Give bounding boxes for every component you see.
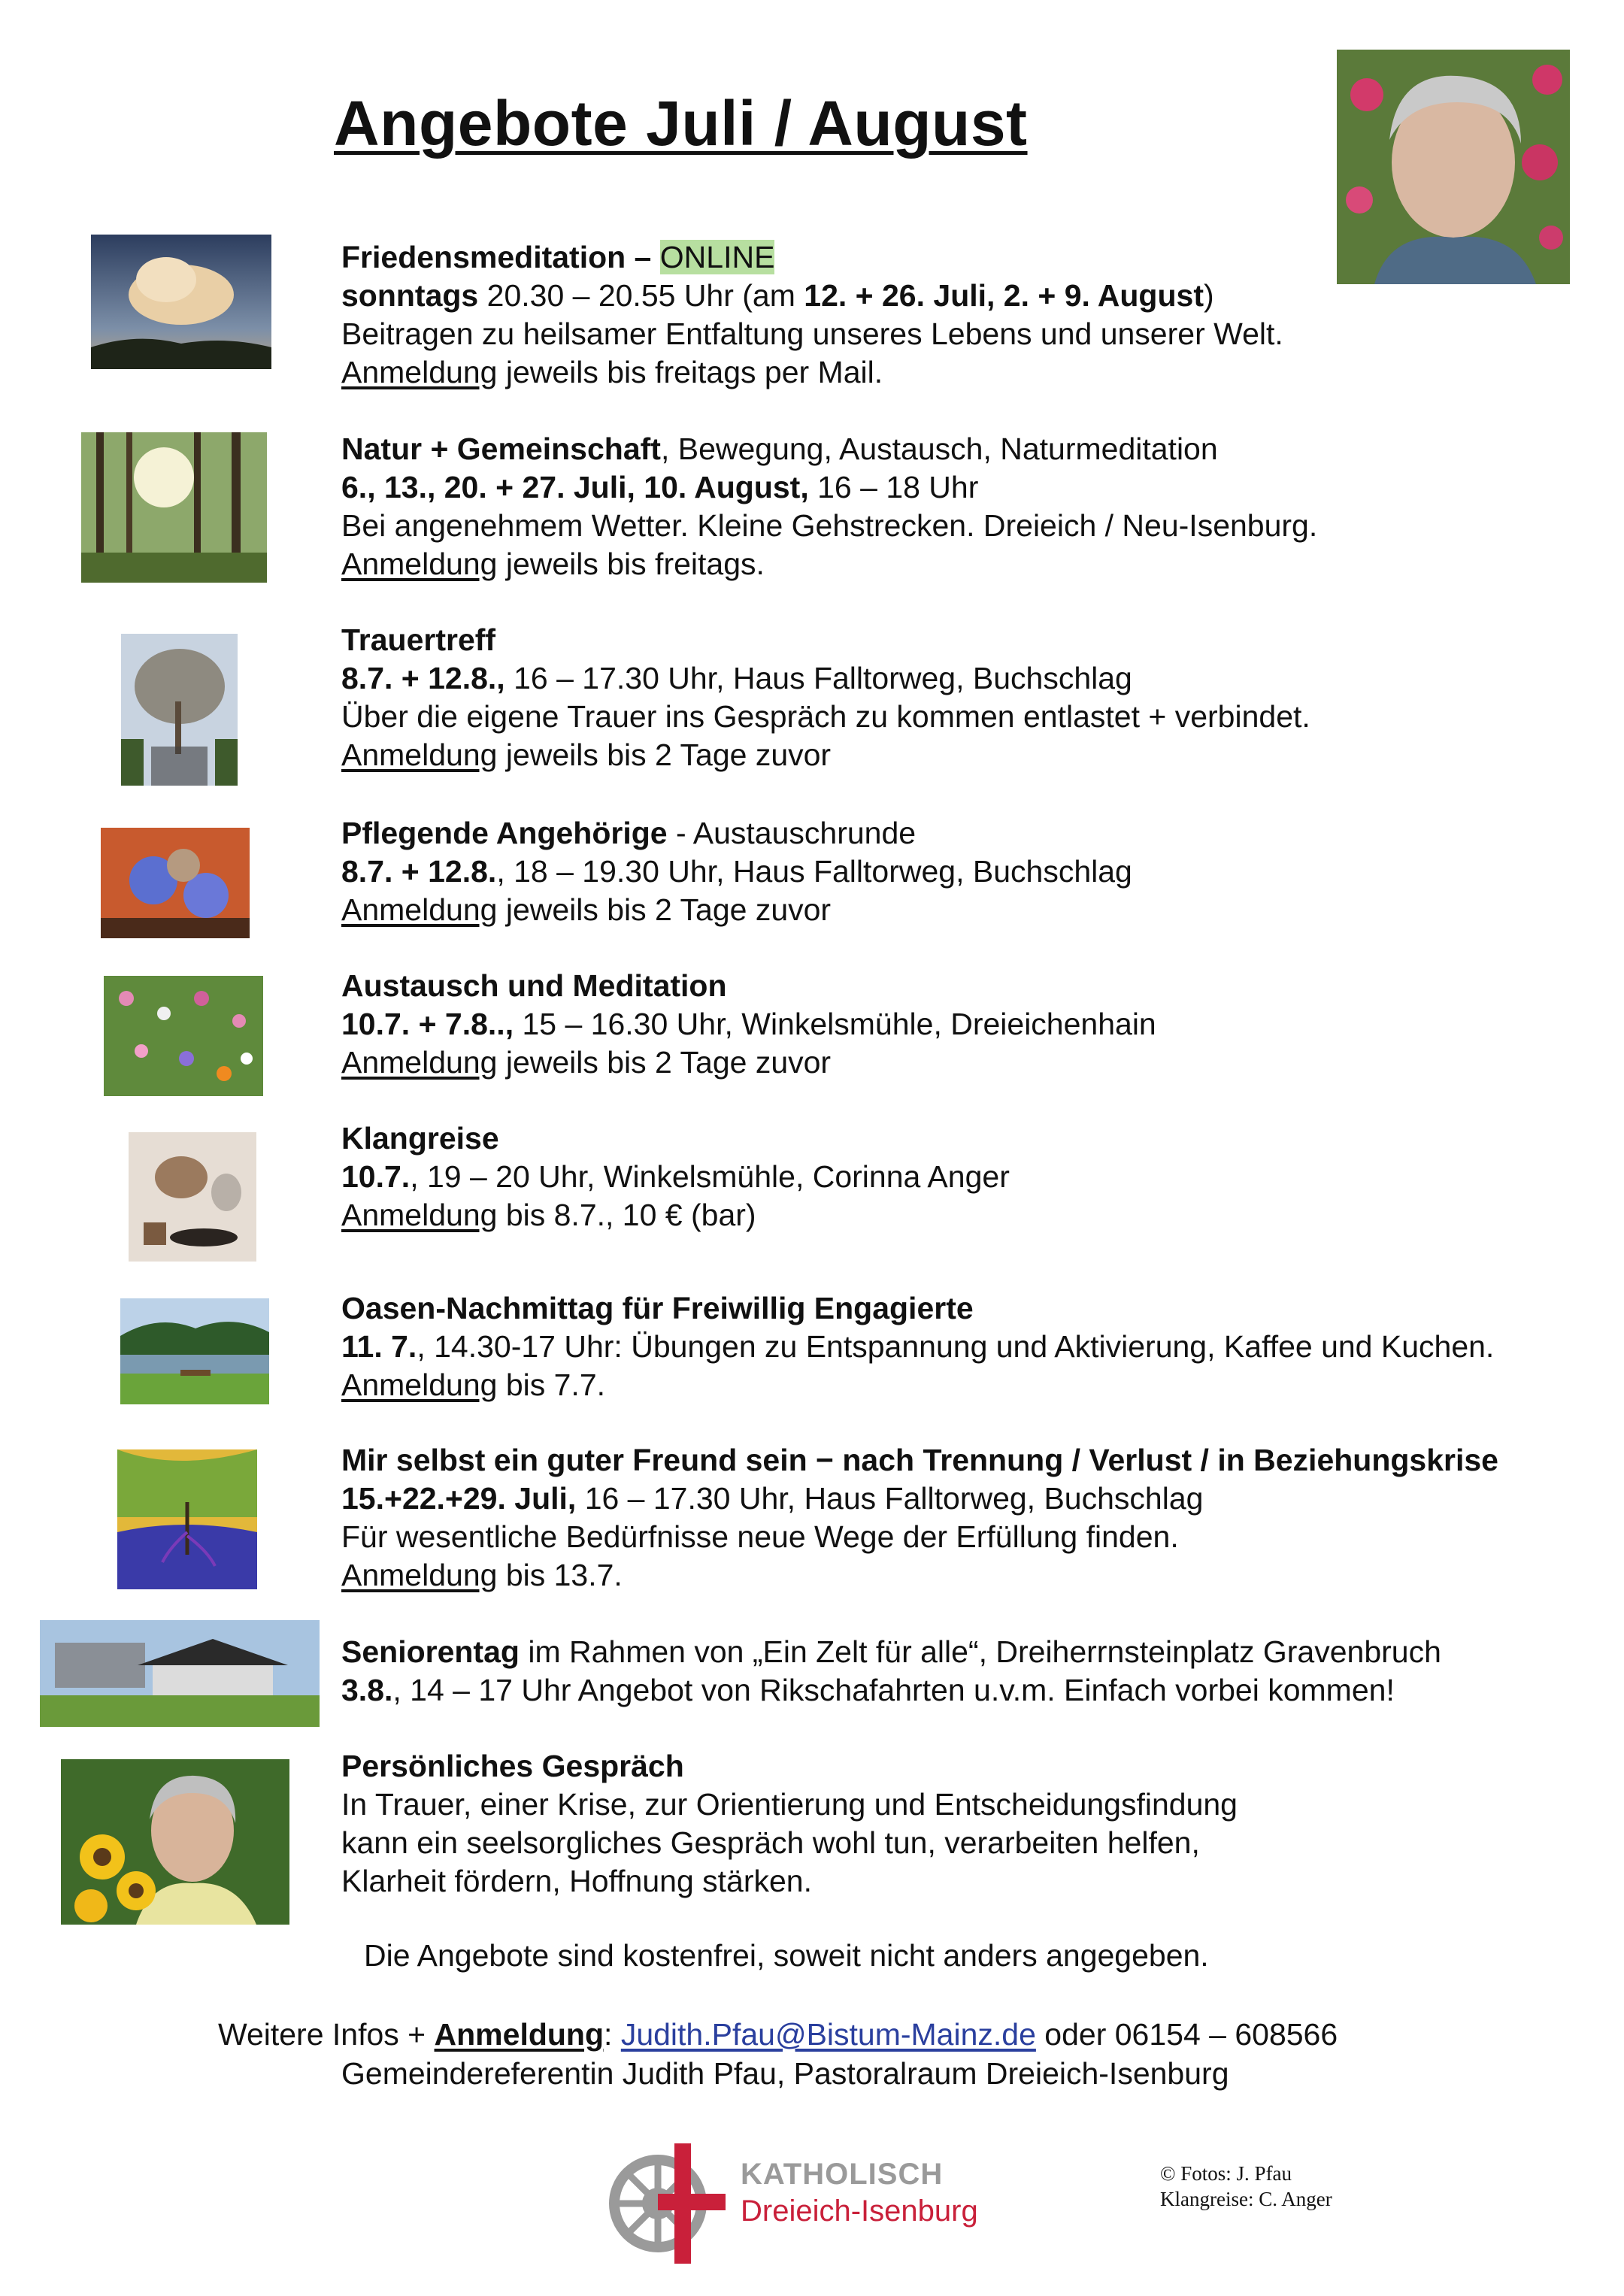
- offer-text: jeweils bis freitags.: [497, 547, 765, 581]
- page-title: Angebote Juli / August: [334, 88, 1028, 159]
- offer-text: 16 – 17.30 Uhr, Haus Falltorweg, Buchschlag: [504, 661, 1132, 695]
- offer-trauertreff: [341, 621, 1604, 774]
- offer-line: [341, 1824, 1604, 1862]
- offer-text: ): [1203, 278, 1214, 313]
- offer-text: - Austauschrunde: [667, 816, 917, 850]
- offer-text: 3.8.: [341, 1673, 393, 1707]
- logo-line2: Dreieich-Isenburg: [741, 2195, 978, 2228]
- offer-text: 15 – 16.30 Uhr, Winkelsmühle, Dreieichenhain: [514, 1007, 1156, 1041]
- offer-text: Trauertreff: [341, 622, 496, 657]
- tree-gate-photo: [121, 634, 238, 786]
- offer-text: 10.7. + 7.8..,: [341, 1007, 514, 1041]
- offer-line: [341, 1196, 1604, 1234]
- anmeldung-label: Anmeldung: [341, 738, 498, 772]
- offer-text: Austausch und Meditation: [341, 968, 727, 1003]
- offer-line: [341, 315, 1604, 353]
- offer-line: [341, 1366, 1604, 1404]
- offer-line: [341, 1441, 1604, 1480]
- offer-line: [341, 430, 1604, 468]
- offer-text: 8.7. + 12.8.: [341, 854, 497, 889]
- offer-text: kann ein seelsorgliches Gespräch wohl tun, verarbeiten helfen,: [341, 1825, 1200, 1860]
- offer-line: [341, 468, 1604, 507]
- offer-text: 15.+22.+29. Juli,: [341, 1481, 577, 1516]
- offer-text: , 14 – 17 Uhr Angebot von Rikschafahrten u.v.m. Einfach vorbei kommen!: [392, 1673, 1395, 1707]
- offer-line: [341, 545, 1604, 583]
- anmeldung-label: Anmeldung: [341, 355, 498, 389]
- contact-anmeldung-label: Anmeldung: [434, 2017, 604, 2052]
- offer-line: [341, 1671, 1604, 1710]
- anmeldung-label: Anmeldung: [341, 1198, 498, 1232]
- offer-text: , 18 – 19.30 Uhr, Haus Falltorweg, Buchschlag: [496, 854, 1132, 889]
- anmeldung-label: Anmeldung: [341, 1368, 498, 1402]
- offer-line: [341, 353, 1604, 392]
- offer-line: [341, 1005, 1604, 1043]
- offer-line: [341, 621, 1604, 659]
- offer-text: Über die eigene Trauer ins Gespräch zu kommen entlastet + verbindet.: [341, 699, 1310, 734]
- offer-line: [341, 507, 1604, 545]
- offer-text: jeweils bis 2 Tage zuvor: [497, 1045, 832, 1080]
- anmeldung-label: Anmeldung: [341, 1558, 498, 1592]
- cloud-photo: [91, 235, 271, 369]
- offer-line: [341, 1328, 1604, 1366]
- contact-info: [218, 2015, 1338, 2093]
- offer-text: , 14.30-17 Uhr: Übungen zu Entspannung und Aktivierung, Kaffee und Kuchen.: [417, 1329, 1495, 1364]
- forest-photo: [81, 432, 267, 583]
- offer-text: sonntags: [341, 278, 479, 313]
- offer-text: Pflegende Angehörige: [341, 816, 668, 850]
- offer-austausch-meditation: [341, 967, 1604, 1082]
- contact-prefix: Weitere Infos +: [218, 2017, 435, 2052]
- offer-text: 10.7.: [341, 1159, 411, 1194]
- logo-line1: KATHOLISCH: [741, 2158, 944, 2191]
- offer-line: [341, 1786, 1604, 1824]
- meadow-flowers-photo: [104, 976, 263, 1096]
- offer-pflegende-angehoerige: [341, 814, 1604, 929]
- lake-landscape-photo: [120, 1298, 269, 1404]
- wheel-cross-icon: [605, 2140, 726, 2267]
- offer-text: jeweils bis 2 Tage zuvor: [497, 738, 832, 772]
- offer-text: 6., 13., 20. + 27. Juli, 10. August,: [341, 470, 809, 504]
- offer-line: [341, 1747, 1604, 1786]
- anmeldung-label: Anmeldung: [341, 892, 498, 927]
- offer-text: Natur + Gemeinschaft: [341, 432, 661, 466]
- offer-text: 20.30 – 20.55 Uhr (am: [478, 278, 804, 313]
- offer-line: [341, 1158, 1604, 1196]
- painting-tree-photo: [117, 1449, 257, 1589]
- offer-text: 16 – 17.30 Uhr, Haus Falltorweg, Buchschlag: [576, 1481, 1204, 1516]
- offer-mir-selbst-freund: [341, 1441, 1604, 1595]
- anmeldung-label: Anmeldung: [341, 1045, 498, 1080]
- offer-line: [341, 1633, 1604, 1671]
- singing-bowl-photo: [129, 1132, 256, 1262]
- offer-line: [341, 891, 1604, 929]
- offer-text: Oasen-Nachmittag für Freiwillig Engagierte: [341, 1291, 974, 1325]
- offer-text: Mir selbst ein guter Freund sein − nach Trennung / Verlust / in Beziehungskrise: [341, 1443, 1498, 1477]
- offer-text: bis 13.7.: [497, 1558, 623, 1592]
- offer-text: 11. 7.: [341, 1329, 417, 1364]
- offer-line: [341, 1480, 1604, 1518]
- offer-text: Bei angenehmem Wetter. Kleine Gehstrecken. Dreieich / Neu-Isenburg.: [341, 508, 1318, 543]
- offer-text: , 19 – 20 Uhr, Winkelsmühle, Corinna Anger: [410, 1159, 1010, 1194]
- offer-line: [341, 698, 1604, 736]
- offer-friedensmeditation: [341, 238, 1604, 392]
- anmeldung-label: Anmeldung: [341, 547, 498, 581]
- offer-text: In Trauer, einer Krise, zur Orientierung und Entscheidungsfindung: [341, 1787, 1238, 1822]
- email-link[interactable]: Judith.Pfau@Bistum-Mainz.de: [620, 2017, 1036, 2052]
- free-of-charge-note: Die Angebote sind kostenfrei, soweit nicht anders angegeben.: [364, 1938, 1209, 1973]
- offer-text: jeweils bis freitags per Mail.: [497, 355, 883, 389]
- offer-text: 16 – 18 Uhr: [808, 470, 979, 504]
- contact-person: Gemeindereferentin Judith Pfau, Pastoralraum Dreieich-Isenburg: [341, 2056, 1229, 2091]
- contact-phone: oder 06154 – 608566: [1035, 2017, 1338, 2052]
- contact-colon: :: [604, 2017, 621, 2052]
- offer-natur-gemeinschaft: [341, 430, 1604, 583]
- offer-text: bis 8.7., 10 € (bar): [497, 1198, 756, 1232]
- photo-credits: [1160, 2161, 1332, 2212]
- offer-text: Friedensmeditation –: [341, 240, 660, 274]
- offer-line: [341, 1556, 1604, 1595]
- credits-line2: Klangreise: C. Anger: [1160, 2188, 1332, 2210]
- katholisch-logo: [605, 2140, 996, 2267]
- offer-text: Seniorentag: [341, 1634, 520, 1669]
- offer-line: [341, 814, 1604, 853]
- offer-text: Klarheit fördern, Hoffnung stärken.: [341, 1864, 812, 1898]
- online-badge: ONLINE: [659, 240, 775, 274]
- offer-oasen-nachmittag: [341, 1289, 1604, 1404]
- portrait-sunflowers-photo: [61, 1759, 289, 1925]
- offer-line: [341, 659, 1604, 698]
- offer-text: , Bewegung, Austausch, Naturmeditation: [660, 432, 1218, 466]
- offer-klangreise: [341, 1119, 1604, 1234]
- offer-text: Beitragen zu heilsamer Entfaltung unseres Lebens und unserer Welt.: [341, 317, 1283, 351]
- offer-line: [341, 1043, 1604, 1082]
- offer-text: Für wesentliche Bedürfnisse neue Wege der Erfüllung finden.: [341, 1519, 1179, 1554]
- offer-text: 12. + 26. Juli, 2. + 9. August: [804, 278, 1204, 313]
- offer-text: jeweils bis 2 Tage zuvor: [497, 892, 832, 927]
- offer-seniorentag: [341, 1633, 1604, 1710]
- offer-line: [341, 1518, 1604, 1556]
- offer-line: [341, 277, 1604, 315]
- offer-line: [341, 1289, 1604, 1328]
- flower-bowl-photo: [101, 828, 250, 938]
- offer-line: [341, 1862, 1604, 1901]
- offer-line: [341, 853, 1604, 891]
- offer-text: im Rahmen von „Ein Zelt für alle“, Dreiherrnsteinplatz Gravenbruch: [519, 1634, 1441, 1669]
- offer-line: [341, 967, 1604, 1005]
- offer-line: [341, 238, 1604, 277]
- offer-line: [341, 1119, 1604, 1158]
- offer-text: Klangreise: [341, 1121, 499, 1156]
- offer-line: [341, 736, 1604, 774]
- offer-text: 8.7. + 12.8.,: [341, 661, 505, 695]
- offer-persoenliches-gespraech: [341, 1747, 1604, 1901]
- credits-line1: © Fotos: J. Pfau: [1160, 2162, 1292, 2185]
- offer-text: bis 7.7.: [497, 1368, 606, 1402]
- tent-event-photo: [40, 1620, 320, 1727]
- offer-text: Persönliches Gespräch: [341, 1749, 684, 1783]
